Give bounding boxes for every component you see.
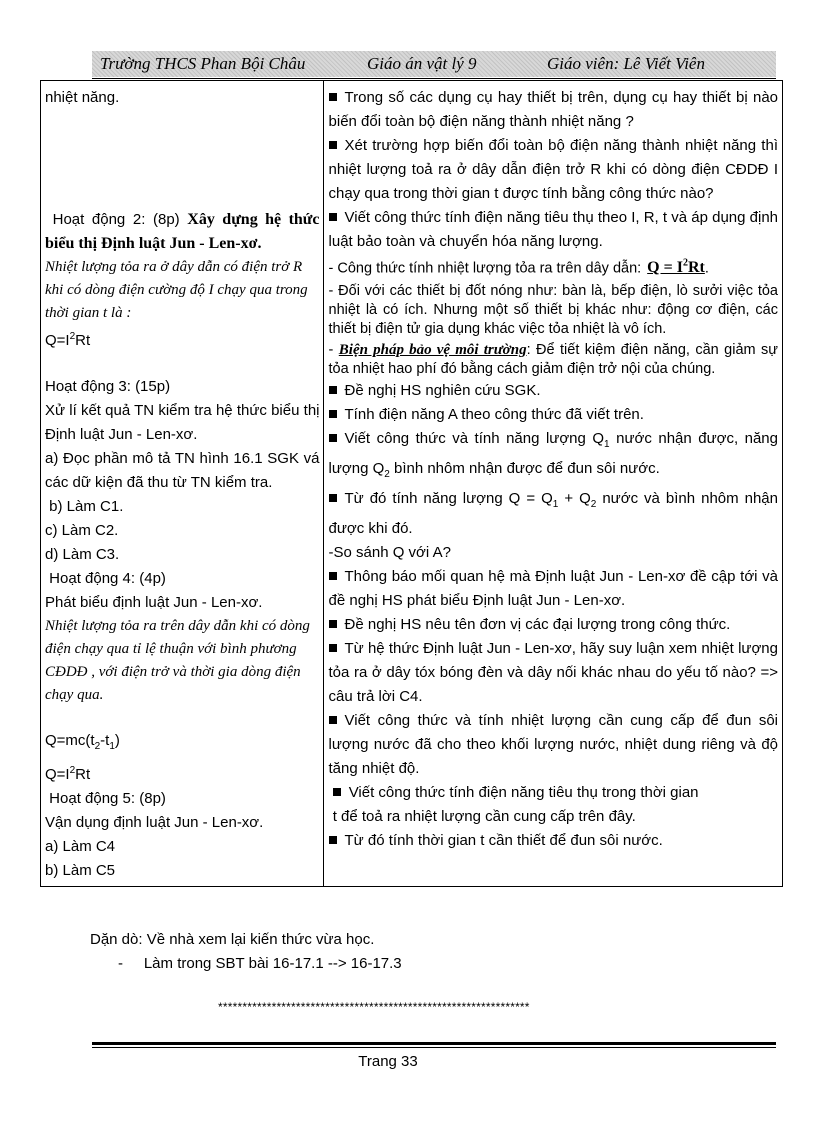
exercise-line: - Làm trong SBT bài 16-17.1 --> 16-17.3 [118, 955, 402, 972]
formula-q-i2rt: $Q=I^2Rt$ [45, 765, 91, 783]
activity-4-title: Hoạt động 4: (4p) [49, 570, 166, 587]
footer-rule-thin [92, 1047, 776, 1048]
activity-4-statement: Nhiệt lượng tỏa ra trên dây dẫn khi có dòng điện chạy qua tỉ lệ thuận với bình phương CĐDĐ , với điện trở và thời gia dòng điện chạy qua. [45, 618, 310, 703]
activity-3-a: a) Đọc phần mô tả TN hình 16.1 SGK vá các dữ kiện đã thu từ TN kiểm tra. [45, 450, 320, 491]
left-column [41, 81, 324, 887]
heat-formula: $Q = I^2Rt$ [647, 258, 705, 277]
homework-line: Dặn dò: Về nhà xem lại kiến thức vừa học. [90, 931, 375, 948]
square-bullet-icon [329, 410, 337, 418]
heat-formula-line: - Công thức tính nhiệt lượng tỏa ra trên dây dẫn: $Q = I^2Rt$. [328, 258, 709, 277]
activity-2-statement: Nhiệt lượng tỏa ra ở dây dẫn có điện trở R khi có dòng điện cường độ I chạy qua trong thời gian t là : [45, 259, 308, 321]
bullet-b4: Từ đó tính năng lượng $Q = Q_1 + Q_2$ nước và bình nhôm nhận được khi đó. [328, 490, 778, 538]
header-school: Trường THCS Phan Bội Châu [100, 54, 306, 73]
bullet-q3: Viết công thức tính điện năng tiêu thụ theo I, R, t và áp dụng định luật bảo toàn và chuyển hóa năng lượng. [328, 209, 778, 250]
activity-2-formula: $Q=I^2Rt$ [45, 331, 91, 349]
square-bullet-icon [329, 141, 337, 149]
bullet-b6: Đề nghị HS nêu tên đơn vị các đại lượng trong công thức. [329, 613, 778, 637]
header-rule [92, 78, 776, 79]
bullet-q2: Xét trường hợp biến đổi toàn bộ điện năng thành nhiệt năng thì nhiệt lượng toả ra ở dây dẫn điện trở R khi có dòng điện CĐDĐ I chạy qua trong thời gian t được tính bằng công thức nào? [328, 137, 778, 202]
activity-3-c: c) Làm C2. [45, 522, 119, 539]
header-teacher: Giáo viên: Lê Viết Viên [547, 54, 705, 73]
square-bullet-icon [329, 434, 337, 442]
activity-5-a: a) Làm C4 [45, 838, 116, 855]
bullet-b2: Tính điện năng A theo công thức đã viết trên. [329, 403, 778, 427]
bullet-b9: Viết công thức tính điện năng tiêu thụ trong thời gian [329, 781, 778, 805]
lesson-table [40, 80, 783, 887]
square-bullet-icon [329, 836, 337, 844]
bullet-b3: Viết công thức và tính năng lượng $Q_1$ nước nhận được, năng lượng $Q_2$ bình nhôm nhận được để đun sôi nước. [328, 430, 778, 481]
page-number: Trang 33 [358, 1053, 418, 1070]
bullet-b7: Từ hệ thức Định luật Jun - Len-xơ, hãy suy luận xem nhiệt lượng tỏa ra ở dây tóx bóng đèn và dây nối khác nhau do yếu tố nào? => câu trả lời C4. [328, 640, 778, 706]
intro-text: nhiệt năng. [45, 89, 120, 106]
square-bullet-icon [329, 644, 337, 652]
footer-rule-thick [92, 1042, 776, 1045]
square-bullet-icon [333, 788, 341, 796]
activity-3-line: Xử lí kết quả TN kiểm tra hệ thức biểu thị Định luật Jun - Len-xơ. [45, 402, 320, 443]
header-subject: Giáo án vật lý 9 [367, 54, 477, 73]
bullet-b10: Từ đó tính thời gian t cần thiết để đun sôi nước. [329, 829, 778, 853]
bullet-b8: Viết công thức và tính nhiệt lượng cần cung cấp để đun sôi lượng nước đã cho theo khối lượng nước, nhiệt dung riêng và độ tăng nhiệt độ. [328, 712, 778, 778]
bullet-b5: Thông báo mối quan hệ mà Định luật Jun - Len-xơ đề cập tới và đề nghị HS phát biểu Định luật Jun - Len-xơ. [328, 568, 778, 610]
activity-2-title: Xây dựng hệ thức biểu thị Định luật Jun - Len-xơ. [45, 211, 320, 252]
environment-paragraph: - Biện pháp bảo vệ môi trường: Để tiết kiệm điện năng, cần giảm sự tỏa nhiệt hao phí đó bằng cách giảm điện trở nội của chúng. [328, 342, 778, 378]
activity-5-b: b) Làm C5 [45, 862, 116, 879]
environment-label: Biện pháp bảo vệ môi trường [338, 342, 527, 359]
square-bullet-icon [329, 386, 337, 394]
activity-2-heading: Hoạt động 2: (8p) Xây dựng hệ thức biểu thị Định luật Jun - Len-xơ. [45, 211, 320, 252]
activity-3-d: d) Làm C3. [45, 546, 120, 563]
star-divider: **************************************************************** [218, 1000, 530, 1014]
square-bullet-icon [329, 213, 337, 221]
bullet-b1: Đề nghị HS nghiên cứu SGK. [329, 379, 778, 403]
compare-line: -So sánh Q với A? [328, 544, 451, 562]
square-bullet-icon [329, 572, 337, 580]
activity-3-b: b) Làm C1. [49, 498, 124, 515]
devices-paragraph: - Đối với các thiết bị đốt nóng như: bàn là, bếp điện, lò sưởi việc tỏa nhiệt là có ích. Nhưng một số thiết bị khác như: động cơ điện, các thiết bị điện tử gia dụng khác việc tỏa nhiệt là vô ích. [328, 283, 778, 338]
square-bullet-icon [329, 93, 337, 101]
activity-3-title: Hoạt động 3: (15p) [45, 378, 171, 395]
square-bullet-icon [329, 716, 337, 724]
bullet-b9-cont: t để toả ra nhiệt lượng cần cung cấp trên đây. [332, 808, 636, 826]
square-bullet-icon [329, 620, 337, 628]
square-bullet-icon [329, 494, 337, 502]
activity-4-line: Phát biểu định luật Jun - Len-xơ. [45, 594, 263, 611]
right-column [323, 81, 782, 887]
bullet-q1: Trong số các dụng cụ hay thiết bị trên, dụng cụ hay thiết bị nào biến đổi toàn bộ điện năng thành nhiệt năng ? [328, 89, 778, 130]
formula-q-mc: $Q=mc(t_2-t_1)$ [45, 732, 120, 752]
page-header [92, 51, 776, 77]
activity-5-title: Hoạt động 5: (8p) [49, 790, 166, 807]
activity-5-line: Vận dụng định luật Jun - Len-xơ. [45, 814, 264, 831]
